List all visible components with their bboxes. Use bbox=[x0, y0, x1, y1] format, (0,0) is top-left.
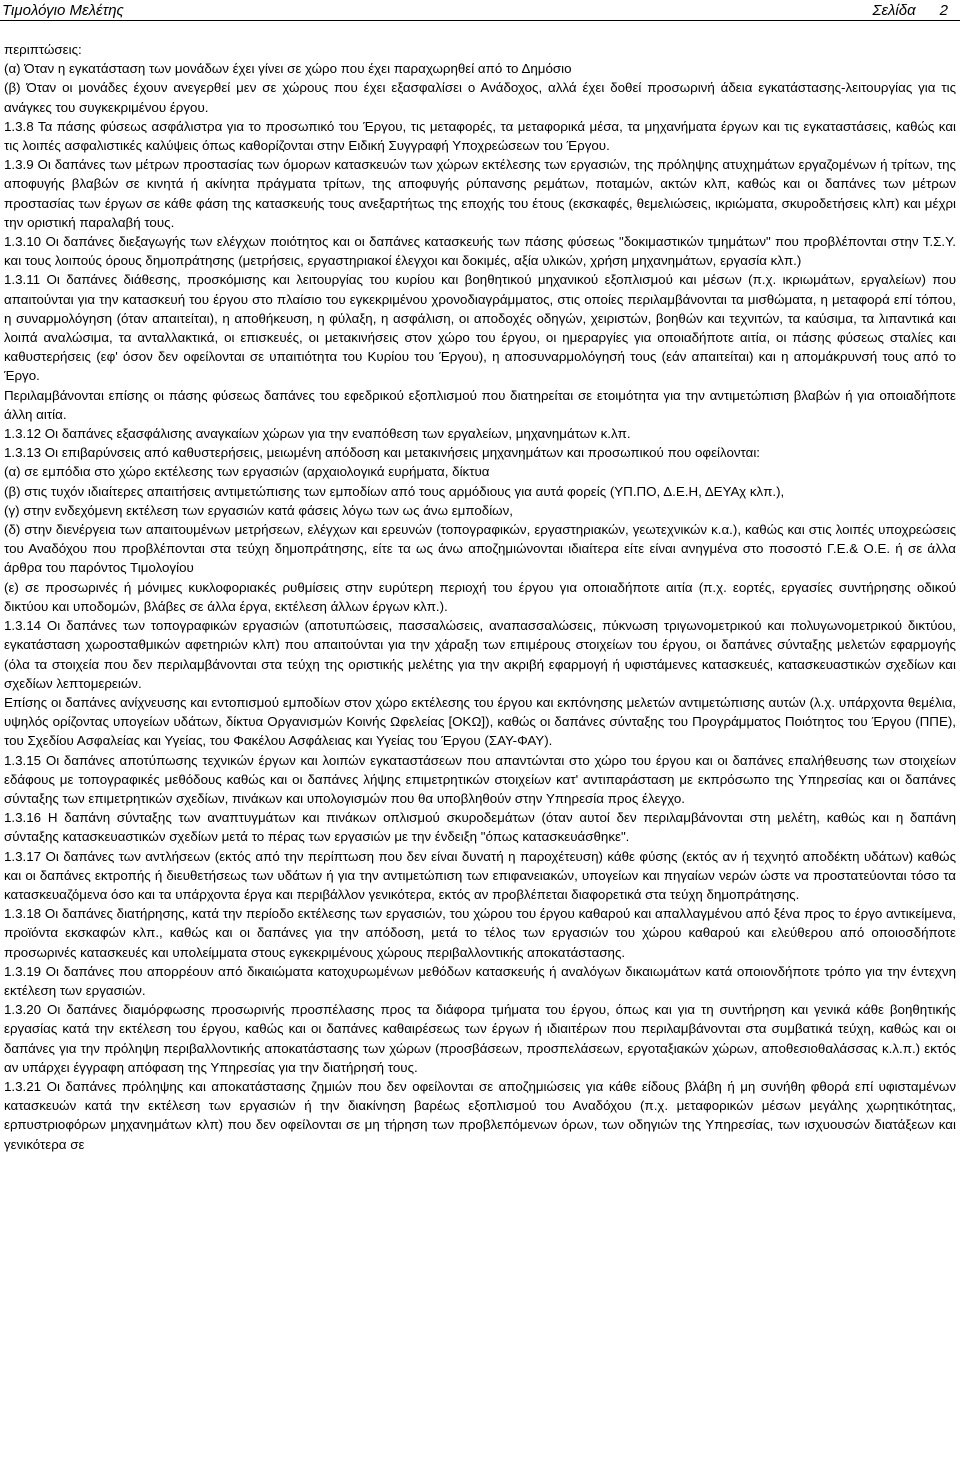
paragraph: 1.3.21 Οι δαπάνες πρόληψης και αποκατάστασης ζημιών που δεν οφείλονται σε αποζημιώσεις για κάθε είδους βλάβη ή μη συνήθη φθορά επί υφισταμένων κατασκευών κατά την εκτέλεση των εργασιών ή την διακίνηση βαρέως εξοπλισμού του Αναδόχου (π.χ. μεταφορικών μέσων μεγάλης χωρητικότητας, ερπυστριοφόρων μηχανημάτων κλπ) που δεν οφείλονται σε μη τήρηση των προβλεπόμενων όρων, των οδηγιών της Υπηρεσίας, των ισχυουσών διατάξεων και γενικότερα σε bbox=[4, 1078, 956, 1152]
paragraph: 1.3.8 Τα πάσης φύσεως ασφάλιστρα για το προσωπικό του Έργου, τις μεταφορές, τα μεταφορικά μέσα, τα μηχανήματα έργων και τις εγκαταστάσεις, καθώς και τις λοιπές ασφαλιστικές καλύψεις όπως καθορίζονται στην Ειδική Συγγραφή Υποχρεώσεων του Έργου. bbox=[4, 118, 956, 154]
paragraph: 1.3.11 Οι δαπάνες διάθεσης, προσκόμισης και λειτουργίας του κυρίου και βοηθητικού μηχανικού εξοπλισμού και μέσων (π.χ. ικριωμάτων, εργαλείων) που απαιτούνται για την κατασκευή του έργου στο πλαίσιο του εγκεκριμένου χρονοδιαγράμματος, στις οποίες περιλαμβάνονται τα μισθώματα, η μεταφορά επί τόπου, η συναρμολόγηση (όταν απαιτείται), η αποθήκευση, η φύλαξη, η ασφάλιση, οι αποδοχές οδηγών, χειριστών, βοηθών και τεχνιτών, τα καύσιμα, τα λιπαντικά και λοιπά αναλώσιμα, τα ανταλλακτικά, οι επισκευές, οι μετακινήσεις στον χώρο του έργου, οι ημεραργίες για οποιαδήποτε αιτία, οι πάσης φύσεως σταλίες και καθυστερήσεις (εφ' όσον δεν οφείλονται σε υπαιτιότητα του Κυρίου του Έργου), η αποσυναρμολόγησή τους (εάν απαιτείται) και η απομάκρυνσή τους από το Έργο. bbox=[4, 272, 956, 384]
paragraph: (δ) στην διενέργεια των απαιτουμένων μετρήσεων, ελέγχων και ερευνών (τοπογραφικών, εργαστηριακών, γεωτεχνικών κ.α.), καθώς και στις λοιπές υποχρεώσεις του Αναδόχου που προβλέπονται στα τεύχη δημοπράτησης, είτε τα ως άνω αποζημιώνονται ιδιαίτερα είτε είναι ανηγμένα στο ποσοστό Γ.Ε.& Ο.Ε. ή σε άλλα άρθρα του παρόντος Τιμολογίου bbox=[4, 522, 956, 576]
paragraph: 1.3.9 Οι δαπάνες των μέτρων προστασίας των όμορων κατασκευών των χώρων εκτέλεσης των εργασιών, της πρόληψης ατυχημάτων εργαζομένων ή τρίτων, της αποφυγής βλαβών σε κινητά ή ακίνητα πράγματα τρίτων, της αποφυγής ρύπανσης ρεμάτων, ποταμών, ακτών κλπ, καθώς και οι δαπάνες των μέτρων προστασίας των έργων σε κάθε φάση της κατασκευής τους ανεξαρτήτως της εποχής του έτους (εκσκαφές, θεμελιώσεις, ικριώματα, σκυροδετήσεις κλπ) και μέχρι την οριστική παραλαβή τους. bbox=[4, 157, 956, 230]
paragraph: 1.3.17 Οι δαπάνες των αντλήσεων (εκτός από την περίπτωση που δεν είναι δυνατή η παροχέτευση) κάθε φύσης (εκτός αν ή τεχνητό αποδέκτη υδάτων) καθώς και οι δαπάνες εκτροπής ή διευθετήσεως των υδάτων ή για την αντιμετώπιση των επιφανειακών, υπογείων και πηγαίων νερών ώστε να προστατεύονται τόσο τα κατασκευαζόμενα όσο και τα υπάρχοντα έργα και περιβάλλον γενικότερα, εκτός αν προβλέπεται διαφορετικά στα τεύχη δημοπράτησης. bbox=[4, 848, 956, 902]
paragraph: Επίσης οι δαπάνες ανίχνευσης και εντοπισμού εμποδίων στον χώρο εκτέλεσης του έργου και εκπόνησης μελετών αντιμετώπισης αυτών (λ.χ. υπάρχοντα θεμέλια, υψηλός ορίζοντας υπογείων υδάτων, δίκτυα Οργανισμών Κοινής Ωφελείας [ΟΚΩ]), καθώς οι δαπάνες σύνταξης του Προγράμματος Ποιότητος του Έργου (ΠΠΕ), του Σχεδίου Ασφαλείας και Υγείας, του Φακέλου Ασφάλειας και Υγείας του Έργου (ΣΑΥ-ΦΑΥ). bbox=[4, 694, 956, 749]
document-title: Τιμολόγιο Μελέτης bbox=[2, 2, 124, 19]
paragraph: 1.3.14 Οι δαπάνες των τοπογραφικών εργασιών (αποτυπώσεις, πασσαλώσεις, αναπασσαλώσεις, πύκνωση τριγωνομετρικού και πολυγωνομετρικού δικτύου, εγκατάσταση χωροσταθμικών αφετηριών κλπ) που απαιτούνται για την χάραξη των επιμέρους στοιχείων του έργου, οι δαπάνες σύνταξης μελετών εφαρμογής (όλα τα στοιχεία που δεν περιλαμβάνονται στα τεύχη της οριστικής μελέτης για την ακριβή εφαρμογή ή υφιστάμενες κατασκευές, κατασκευαστικών σχεδίων και σχεδίων λεπτομερειών. bbox=[4, 618, 956, 691]
page-number: 2 bbox=[939, 2, 948, 19]
paragraph: (ε) σε προσωρινές ή μόνιμες κυκλοφοριακές ρυθμίσεις στην ευρύτερη περιοχή του έργου για οποιαδήποτε αιτία (π.χ. εορτές, εργασίες συντήρησης οδικού δικτύου και υποδομών, βλάβες σε άλλα έργα, εκτέλεση άλλων έργων κλπ.). bbox=[4, 579, 956, 614]
page-label: Σελίδα bbox=[872, 2, 916, 19]
paragraph: 1.3.10 Οι δαπάνες διεξαγωγής των ελέγχων ποιότητος και οι δαπάνες κατασκευής των πάσης φύσεως "δοκιμαστικών τμημάτων" που προβλέπονται στην Τ.Σ.Υ. και τους λοιπούς όρους δημοπράτησης (μετρήσεις, εργαστηριακοί έλεγχοι και δοκιμές, αξία υλικών, χρήση μηχανημάτων, εργασία κλπ.) bbox=[4, 234, 956, 269]
paragraph: 1.3.16 Η δαπάνη σύνταξης των αναπτυγμάτων και πινάκων οπλισμού σκυροδεμάτων (όταν αυτοί δεν περιλαμβάνονται στη μελέτη, καθώς και η δαπάνη σύνταξης κατασκευαστικών σχεδίων μετά το πέρας των εργασιών με την ένδειξη "όπως κατασκευάσθηκε". bbox=[4, 810, 956, 845]
paragraph: (β) στις τυχόν ιδιαίτερες απαιτήσεις αντιμετώπισης των εμποδίων από τους αρμόδιους για αυτά φορείς (ΥΠ.ΠΟ, Δ.Ε.Η, ΔΕΥΑχ κλπ.), bbox=[4, 483, 785, 499]
paragraph: (γ) στην ενδεχόμενη εκτέλεση των εργασιών κατά φάσεις λόγω των ως άνω εμποδίων, bbox=[4, 502, 513, 518]
paragraph: 1.3.20 Οι δαπάνες διαμόρφωσης προσωρινής προσπέλασης προς τα διάφορα τμήματα του έργου, όπως και για τη συντήρηση και γενικά κάθε βοηθητικής εργασίας κατά την εκτέλεση του έργου, καθώς και οι δαπάνες καθαιρέσεως των έργων ή ιδιαιτέρων που περιλαμβάνονται στα συμβατικά τεύχη, καθώς και οι δαπάνες για την πρόληψη περιβαλλοντικής αποκατάστασης των χώρων (προσβάσεων, προσπελάσεων, εργοταξιακών χώρων, αποθεσιοθαλάσσας κ.λ.π.) εκτός αν υπάρχει έγγραφη απόφαση της Υπηρεσίας για την διατήρησή τους. bbox=[4, 1002, 956, 1075]
paragraph: 1.3.19 Οι δαπάνες που απορρέουν από δικαιώματα κατοχυρωμένων μεθόδων κατασκευής ή αναλόγων δικαιωμάτων κατά οποιονδήποτε τρόπο για την έντεχνη εκτέλεση των εργασιών. bbox=[4, 963, 956, 998]
paragraph: περιπτώσεις: bbox=[4, 42, 82, 57]
page-indicator bbox=[872, 2, 948, 20]
paragraph: 1.3.12 Οι δαπάνες εξασφάλισης αναγκαίων χώρων για την εναπόθεση των εργαλείων, μηχανημάτων κ.λπ. bbox=[4, 426, 631, 442]
paragraph: Περιλαμβάνονται επίσης οι πάσης φύσεως δαπάνες του εφεδρικού εξοπλισμού που διατηρείται σε ετοιμότητα για την αντιμετώπιση βλαβών ή για οποιαδήποτε άλλη αιτία. bbox=[4, 387, 956, 422]
paragraph: 1.3.18 Οι δαπάνες διατήρησης, κατά την περίοδο εκτέλεσης των εργασιών, του χώρου του έργου καθαρού και απαλλαγμένου από ξένα προς το έργο αντικείμενα, προϊόντα εκσκαφών κλπ., καθώς και οι δαπάνες για την απόδοση, μετά το τέλος των εργασιών του χώρου καθαρού και ελεύθερου από οποιοσδήποτε προσωρινές κατασκευές και υπολείμματα στους εγκεκριμένους χώρους περιβαλλοντικής αποκατάστασης. bbox=[4, 906, 956, 960]
paragraph: (α) σε εμπόδια στο χώρο εκτέλεσης των εργασιών (αρχαιολογικά ευρήματα, δίκτυα bbox=[4, 464, 490, 480]
document-body bbox=[0, 21, 960, 1154]
paragraph: (α) Όταν η εγκατάσταση των μονάδων έχει γίνει σε χώρο που έχει παραχωρηθεί από το Δημόσιο bbox=[4, 61, 572, 77]
paragraph: 1.3.15 Οι δαπάνες αποτύπωσης τεχνικών έργων και λοιπών εγκαταστάσεων που απαντώνται στο χώρο του έργου και οι δαπάνες επαλήθευσης των στοιχείων εδάφους με τοπογραφικές μεθόδους καθώς και οι δαπάνες λήψης επιμετρητικών στοιχείων κατ' αντιπαράσταση με εκπρόσωπο της Υπηρεσίας και οι δαπάνες σύνταξης των επιμετρητικών σχεδίων, πινάκων και υπολογισμών που θα υποβληθούν στην Υπηρεσία προς έλεγχο. bbox=[4, 752, 956, 806]
paragraph: 1.3.13 Οι επιβαρύνσεις από καθυστερήσεις, μειωμένη απόδοση και μετακινήσεις μηχανημάτων και προσωπικού που οφείλονται: bbox=[4, 445, 761, 461]
page-header bbox=[0, 0, 960, 21]
paragraph: (β) Όταν οι μονάδες έχουν ανεγερθεί μεν σε χώρους που έχει εξασφαλίσει ο Ανάδοχος, αλλά έχει δοθεί προσωρινή άδεια εγκατάστασης-λειτουργίας για τις ανάγκες του συγκεκριμένου έργου. bbox=[4, 80, 956, 115]
